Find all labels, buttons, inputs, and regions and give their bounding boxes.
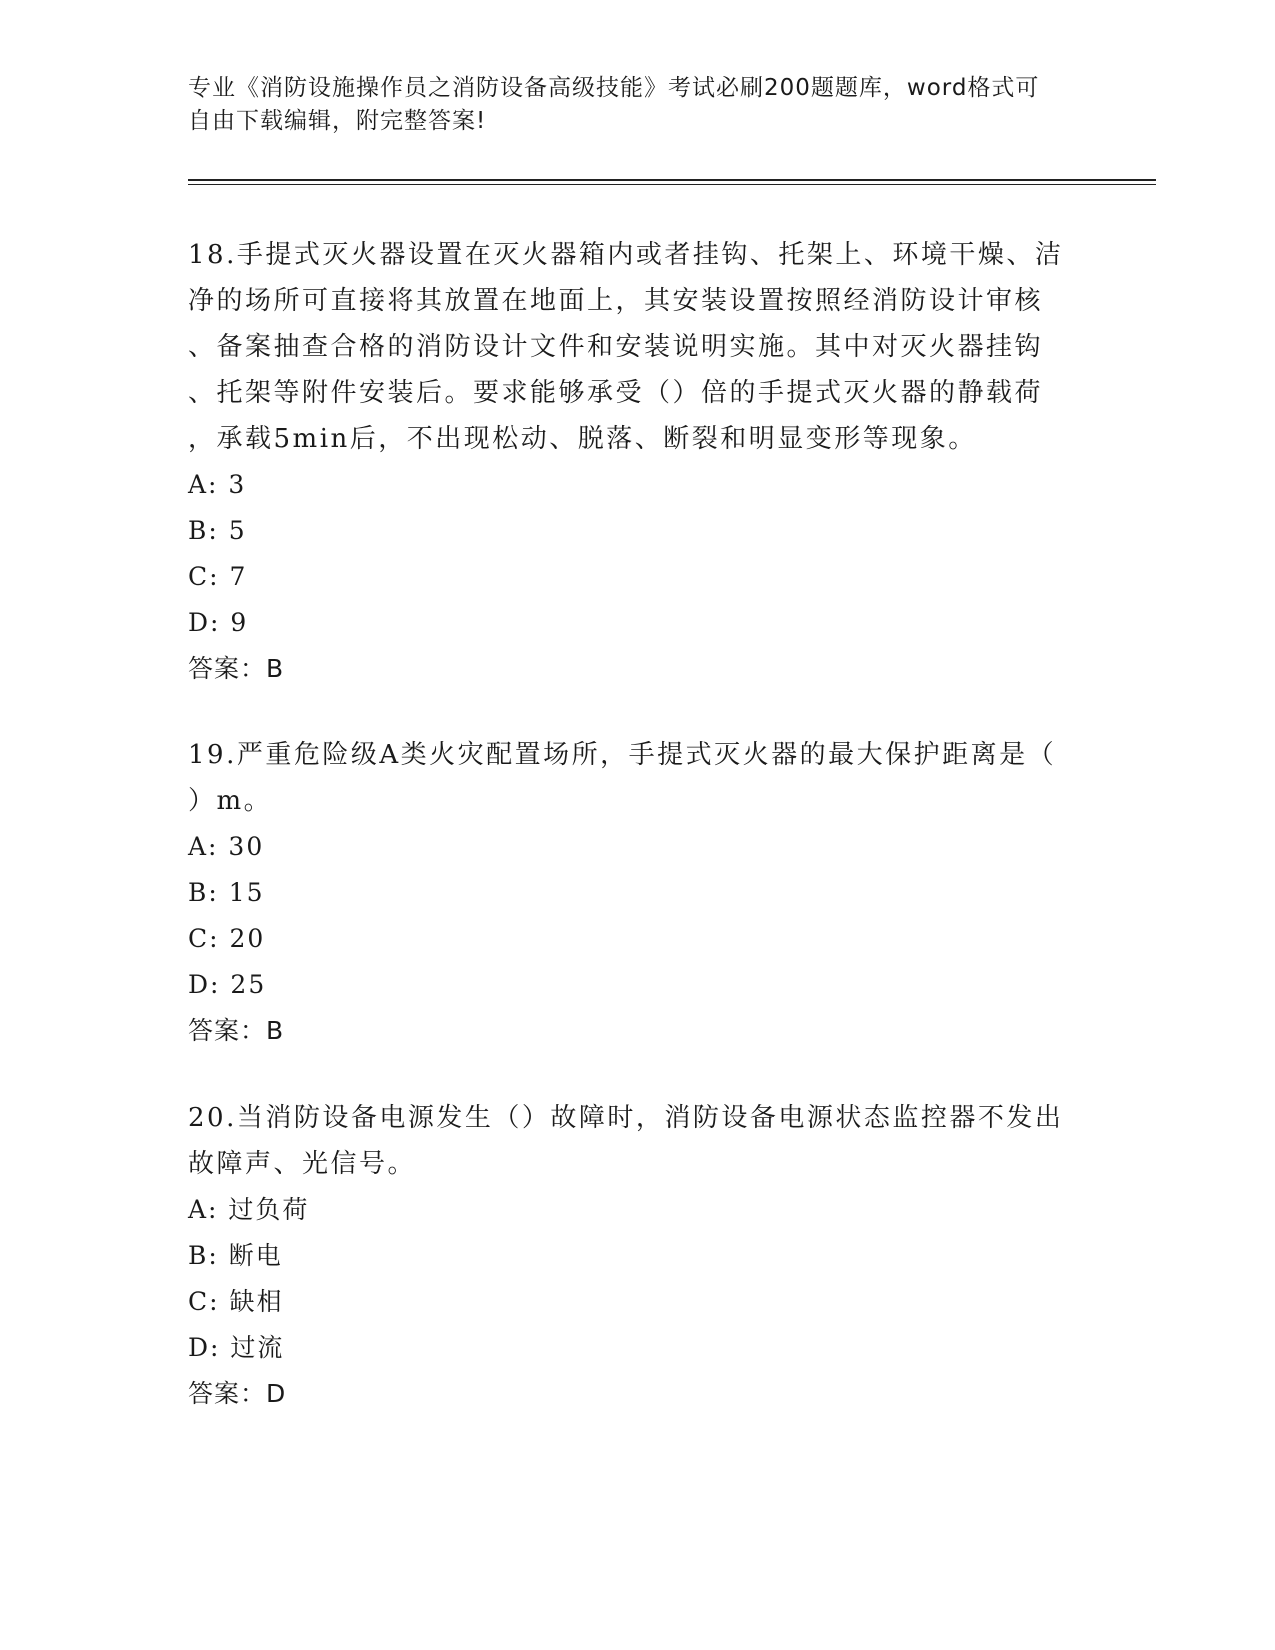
option-d: D: 25 bbox=[188, 970, 267, 999]
question-20 bbox=[188, 1095, 1068, 1417]
option-b: B: 断电 bbox=[188, 1241, 283, 1270]
header-line-1: 专业《消防设施操作员之消防设备高级技能》考试必刷200题题库，word格式可 bbox=[188, 75, 1040, 101]
stem-line: 、托架等附件安装后。要求能够承受（）倍的手提式灭火器的静载荷 bbox=[188, 378, 1044, 408]
question-18 bbox=[188, 232, 1068, 692]
option-c: C: 20 bbox=[188, 924, 266, 953]
stem-line: 19.严重危险级A类火灾配置场所，手提式灭火器的最大保护距离是（ bbox=[188, 740, 1057, 770]
header-line-2: 自由下载编辑，附完整答案! bbox=[188, 108, 487, 134]
stem-line: 20.当消防设备电源发生（）故障时，消防设备电源状态监控器不发出 bbox=[188, 1103, 1064, 1133]
stem-line: ）m。 bbox=[188, 786, 273, 816]
stem-line: 18.手提式灭火器设置在灭火器箱内或者挂钩、托架上、环境干燥、洁 bbox=[188, 240, 1064, 270]
option-a: A: 过负荷 bbox=[188, 1195, 310, 1224]
option-b: B: 15 bbox=[188, 878, 265, 907]
option-b: B: 5 bbox=[188, 516, 247, 545]
question-19 bbox=[188, 732, 1068, 1054]
question-stem bbox=[188, 732, 1068, 824]
document-header bbox=[188, 72, 1068, 138]
option-c: C: 缺相 bbox=[188, 1287, 284, 1316]
stem-line: 净的场所可直接将其放置在地面上，其安装设置按照经消防设计审核 bbox=[188, 286, 1044, 316]
option-c: C: 7 bbox=[188, 562, 248, 591]
option-a: A: 3 bbox=[188, 470, 247, 499]
answer: 答案：B bbox=[188, 1016, 285, 1045]
question-stem bbox=[188, 232, 1068, 462]
stem-line: 、备案抽查合格的消防设计文件和安装说明实施。其中对灭火器挂钩 bbox=[188, 332, 1044, 362]
header-divider bbox=[188, 179, 1156, 185]
stem-line: 故障声、光信号。 bbox=[188, 1149, 417, 1179]
option-d: D: 9 bbox=[188, 608, 249, 637]
stem-line: ，承载5min后，不出现松动、脱落、断裂和明显变形等现象。 bbox=[188, 424, 977, 454]
option-a: A: 30 bbox=[188, 832, 265, 861]
option-d: D: 过流 bbox=[188, 1333, 285, 1362]
answer: 答案：D bbox=[188, 1379, 287, 1408]
answer: 答案：B bbox=[188, 654, 285, 683]
question-stem bbox=[188, 1095, 1068, 1187]
